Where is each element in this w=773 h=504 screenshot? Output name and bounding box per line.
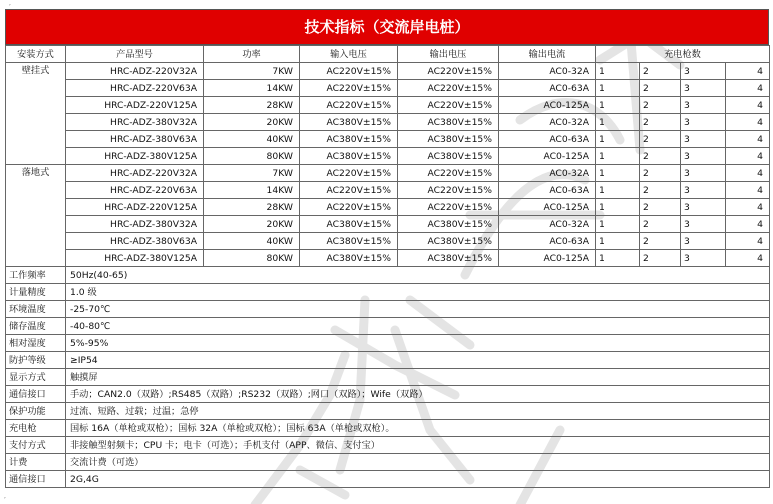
gun-count-cell: 2 <box>640 250 681 267</box>
gun-count-cell: 4 <box>726 131 770 148</box>
table-row <box>6 114 770 131</box>
output-current-cell: AC0-63A <box>499 182 596 199</box>
spec-row <box>6 352 770 369</box>
output-current-cell: AC0-125A <box>499 199 596 216</box>
corner-mark-bottom: , <box>4 493 6 500</box>
output-voltage-cell: AC220V±15% <box>398 199 499 216</box>
spec-row <box>6 386 770 403</box>
spec-value: 1.0 级 <box>66 284 770 301</box>
gun-count-cell: 4 <box>726 199 770 216</box>
spec-label: 充电枪 <box>6 420 66 437</box>
model-cell: HRC-ADZ-380V63A <box>66 131 204 148</box>
output-voltage-cell: AC380V±15% <box>398 216 499 233</box>
spec-value: 50Hz(40-65) <box>66 267 770 284</box>
input-voltage-cell: AC380V±15% <box>300 233 398 250</box>
power-cell: 20KW <box>204 114 300 131</box>
power-cell: 28KW <box>204 199 300 216</box>
gun-count-cell: 1 <box>596 131 640 148</box>
model-cell: HRC-ADZ-380V125A <box>66 250 204 267</box>
table-row <box>6 80 770 97</box>
gun-count-cell: 2 <box>640 165 681 182</box>
power-cell: 7KW <box>204 165 300 182</box>
spec-value: 国标 16A（单枪或双枪）；国标 32A（单枪或双枪）；国标 63A（单枪或双枪）。 <box>66 420 770 437</box>
output-voltage-cell: AC220V±15% <box>398 182 499 199</box>
column-header: 充电枪数 <box>596 46 770 63</box>
output-voltage-cell: AC380V±15% <box>398 114 499 131</box>
power-cell: 14KW <box>204 80 300 97</box>
model-cell: HRC-ADZ-220V63A <box>66 182 204 199</box>
table-row <box>6 165 770 182</box>
spec-row <box>6 335 770 352</box>
spec-table <box>5 45 770 488</box>
power-cell: 28KW <box>204 97 300 114</box>
output-current-cell: AC0-125A <box>499 97 596 114</box>
gun-count-cell: 4 <box>726 63 770 80</box>
input-voltage-cell: AC380V±15% <box>300 250 398 267</box>
gun-count-cell: 3 <box>681 216 726 233</box>
spec-row <box>6 301 770 318</box>
table-row <box>6 233 770 250</box>
spec-sheet <box>5 9 769 488</box>
table-row <box>6 199 770 216</box>
power-cell: 40KW <box>204 233 300 250</box>
gun-count-cell: 1 <box>596 148 640 165</box>
input-voltage-cell: AC220V±15% <box>300 165 398 182</box>
input-voltage-cell: AC220V±15% <box>300 182 398 199</box>
gun-count-cell: 2 <box>640 199 681 216</box>
input-voltage-cell: AC220V±15% <box>300 63 398 80</box>
power-cell: 20KW <box>204 216 300 233</box>
gun-count-cell: 1 <box>596 250 640 267</box>
output-current-cell: AC0-63A <box>499 131 596 148</box>
output-current-cell: AC0-32A <box>499 216 596 233</box>
output-current-cell: AC0-125A <box>499 250 596 267</box>
gun-count-cell: 3 <box>681 148 726 165</box>
power-cell: 80KW <box>204 250 300 267</box>
power-cell: 40KW <box>204 131 300 148</box>
gun-count-cell: 2 <box>640 233 681 250</box>
gun-count-cell: 2 <box>640 97 681 114</box>
spec-value: 5%-95% <box>66 335 770 352</box>
spec-label: 防护等级 <box>6 352 66 369</box>
spec-value: -25-70℃ <box>66 301 770 318</box>
spec-row <box>6 267 770 284</box>
input-voltage-cell: AC220V±15% <box>300 80 398 97</box>
spec-value: 触摸屏 <box>66 369 770 386</box>
spec-label: 支付方式 <box>6 437 66 454</box>
gun-count-cell: 2 <box>640 148 681 165</box>
gun-count-cell: 4 <box>726 148 770 165</box>
table-header-row <box>6 46 770 63</box>
model-cell: HRC-ADZ-380V63A <box>66 233 204 250</box>
gun-count-cell: 1 <box>596 233 640 250</box>
column-header: 输出电流 <box>499 46 596 63</box>
spec-value: 手动；CAN2.0（双路）;RS485（双路）;RS232（双路）;网口（双路）；Wife（双路） <box>66 386 770 403</box>
gun-count-cell: 2 <box>640 63 681 80</box>
spec-row <box>6 369 770 386</box>
spec-label: 工作频率 <box>6 267 66 284</box>
spec-label: 相对湿度 <box>6 335 66 352</box>
gun-count-cell: 4 <box>726 182 770 199</box>
spec-row <box>6 420 770 437</box>
model-cell: HRC-ADZ-220V125A <box>66 97 204 114</box>
gun-count-cell: 3 <box>681 114 726 131</box>
spec-label: 计量精度 <box>6 284 66 301</box>
gun-count-cell: 2 <box>640 216 681 233</box>
gun-count-cell: 4 <box>726 233 770 250</box>
corner-mark-top: , <box>9 0 11 7</box>
input-voltage-cell: AC380V±15% <box>300 131 398 148</box>
gun-count-cell: 1 <box>596 80 640 97</box>
input-voltage-cell: AC220V±15% <box>300 199 398 216</box>
input-voltage-cell: AC380V±15% <box>300 148 398 165</box>
gun-count-cell: 4 <box>726 80 770 97</box>
gun-count-cell: 1 <box>596 199 640 216</box>
spec-row <box>6 284 770 301</box>
column-header: 安装方式 <box>6 46 66 63</box>
mount-type-cell: 落地式 <box>6 165 66 267</box>
model-cell: HRC-ADZ-380V32A <box>66 216 204 233</box>
gun-count-cell: 1 <box>596 165 640 182</box>
table-row <box>6 63 770 80</box>
spec-value: 过流、短路、过载；过温；急停 <box>66 403 770 420</box>
spec-value: 交流计费（可选） <box>66 454 770 471</box>
input-voltage-cell: AC380V±15% <box>300 114 398 131</box>
gun-count-cell: 2 <box>640 114 681 131</box>
gun-count-cell: 3 <box>681 165 726 182</box>
spec-label: 环境温度 <box>6 301 66 318</box>
output-voltage-cell: AC220V±15% <box>398 165 499 182</box>
spec-value: -40-80℃ <box>66 318 770 335</box>
gun-count-cell: 2 <box>640 80 681 97</box>
mount-type-cell: 壁挂式 <box>6 63 66 165</box>
output-voltage-cell: AC220V±15% <box>398 63 499 80</box>
spec-value: 2G,4G <box>66 471 770 488</box>
gun-count-cell: 3 <box>681 199 726 216</box>
spec-row <box>6 403 770 420</box>
output-current-cell: AC0-63A <box>499 80 596 97</box>
gun-count-cell: 2 <box>640 131 681 148</box>
power-cell: 80KW <box>204 148 300 165</box>
output-voltage-cell: AC380V±15% <box>398 148 499 165</box>
spec-label: 通信接口 <box>6 471 66 488</box>
table-row <box>6 97 770 114</box>
sheet-title: 技术指标（交流岸电桩） <box>5 9 769 45</box>
model-cell: HRC-ADZ-380V32A <box>66 114 204 131</box>
table-row <box>6 131 770 148</box>
gun-count-cell: 3 <box>681 250 726 267</box>
output-current-cell: AC0-125A <box>499 148 596 165</box>
spec-label: 保护功能 <box>6 403 66 420</box>
power-cell: 14KW <box>204 182 300 199</box>
spec-label: 显示方式 <box>6 369 66 386</box>
output-voltage-cell: AC220V±15% <box>398 80 499 97</box>
gun-count-cell: 3 <box>681 131 726 148</box>
column-header: 产品型号 <box>66 46 204 63</box>
output-current-cell: AC0-32A <box>499 165 596 182</box>
model-cell: HRC-ADZ-220V32A <box>66 165 204 182</box>
gun-count-cell: 3 <box>681 233 726 250</box>
spec-value: ≥IP54 <box>66 352 770 369</box>
spec-label: 通信接口 <box>6 386 66 403</box>
input-voltage-cell: AC220V±15% <box>300 97 398 114</box>
gun-count-cell: 4 <box>726 216 770 233</box>
gun-count-cell: 3 <box>681 97 726 114</box>
output-current-cell: AC0-32A <box>499 114 596 131</box>
output-voltage-cell: AC380V±15% <box>398 131 499 148</box>
gun-count-cell: 1 <box>596 114 640 131</box>
spec-row <box>6 454 770 471</box>
spec-row <box>6 437 770 454</box>
gun-count-cell: 3 <box>681 80 726 97</box>
gun-count-cell: 1 <box>596 97 640 114</box>
gun-count-cell: 4 <box>726 250 770 267</box>
column-header: 输入电压 <box>300 46 398 63</box>
column-header: 功率 <box>204 46 300 63</box>
gun-count-cell: 2 <box>640 182 681 199</box>
spec-row <box>6 318 770 335</box>
gun-count-cell: 1 <box>596 182 640 199</box>
column-header: 输出电压 <box>398 46 499 63</box>
gun-count-cell: 1 <box>596 63 640 80</box>
gun-count-cell: 3 <box>681 63 726 80</box>
model-cell: HRC-ADZ-220V125A <box>66 199 204 216</box>
model-cell: HRC-ADZ-220V32A <box>66 63 204 80</box>
model-cell: HRC-ADZ-380V125A <box>66 148 204 165</box>
power-cell: 7KW <box>204 63 300 80</box>
table-row <box>6 250 770 267</box>
gun-count-cell: 3 <box>681 182 726 199</box>
spec-label: 储存温度 <box>6 318 66 335</box>
output-voltage-cell: AC380V±15% <box>398 250 499 267</box>
gun-count-cell: 4 <box>726 165 770 182</box>
gun-count-cell: 4 <box>726 114 770 131</box>
output-current-cell: AC0-32A <box>499 63 596 80</box>
spec-value: 非接触型射频卡；CPU 卡；电卡（可选）；手机支付（APP、微信、支付宝） <box>66 437 770 454</box>
spec-label: 计费 <box>6 454 66 471</box>
gun-count-cell: 4 <box>726 97 770 114</box>
table-row <box>6 216 770 233</box>
gun-count-cell: 1 <box>596 216 640 233</box>
output-voltage-cell: AC380V±15% <box>398 233 499 250</box>
model-cell: HRC-ADZ-220V63A <box>66 80 204 97</box>
output-current-cell: AC0-63A <box>499 233 596 250</box>
table-row <box>6 182 770 199</box>
spec-row <box>6 471 770 488</box>
output-voltage-cell: AC220V±15% <box>398 97 499 114</box>
input-voltage-cell: AC380V±15% <box>300 216 398 233</box>
table-row <box>6 148 770 165</box>
